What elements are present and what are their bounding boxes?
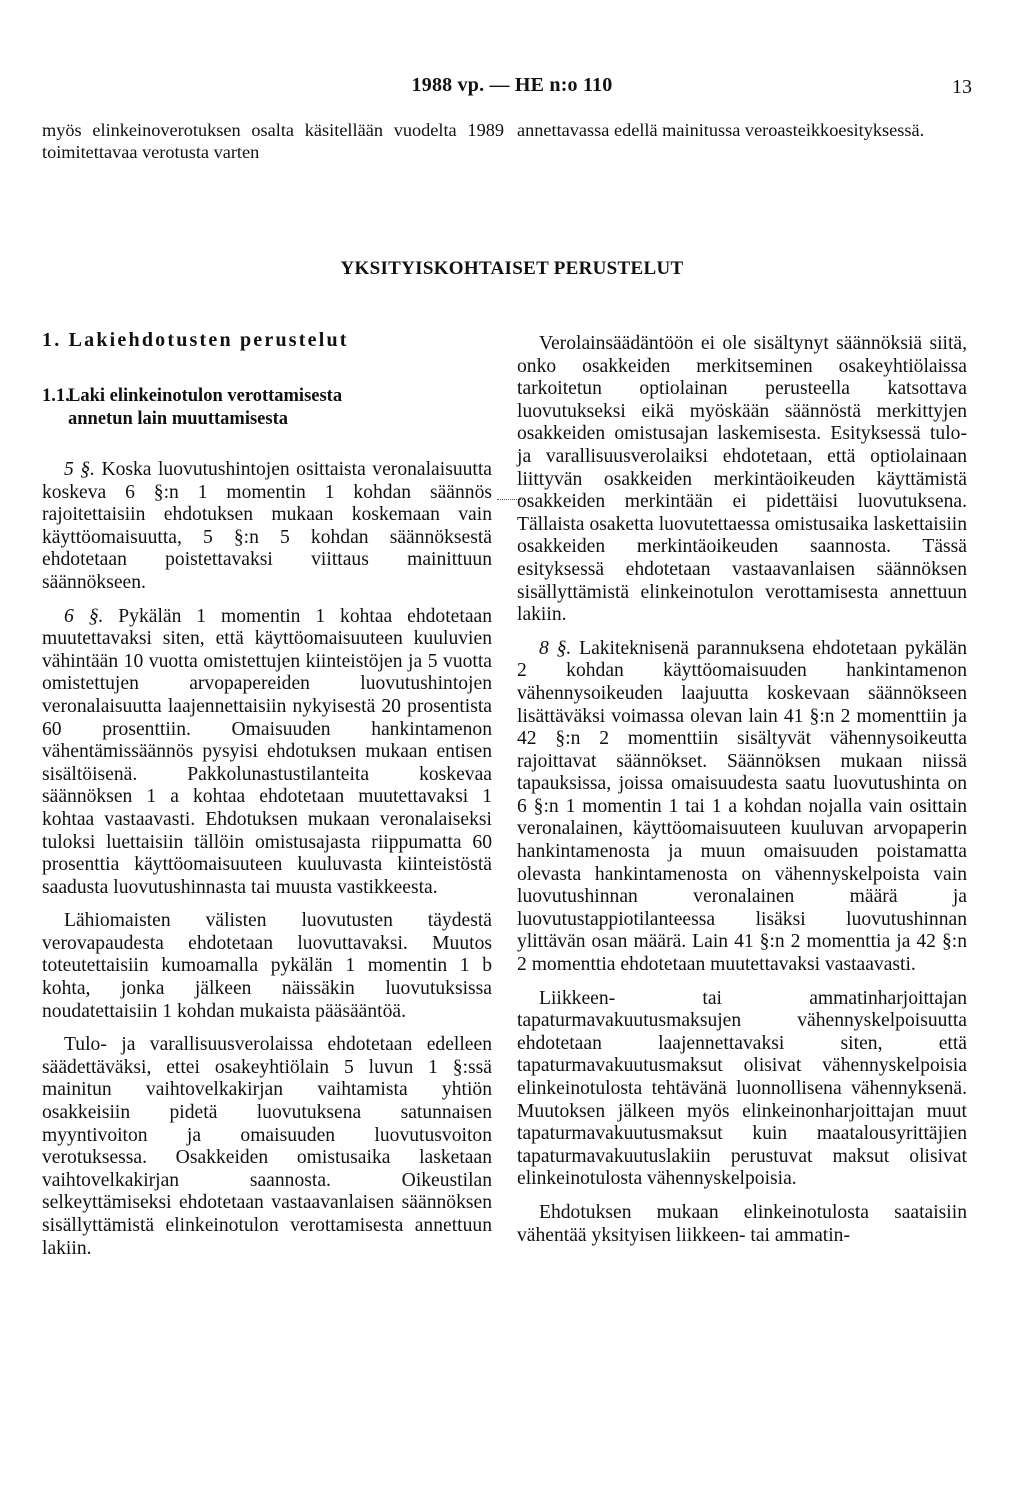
- paragraph: Liikkeen- tai ammatinharjoittajan tapaturmavakuutusmaksujen vähennyskelpoisuutta ehdotetaan laajennettavaksi siten, että tapaturmavakuutusmaksut olisivat vähennyskelpoisia elinkeinotulosta tehtävänä luonnollisena vähennyksenä. Muutoksen jälkeen myös elinkeinonharjoittajan muut tapaturmavakuutusmaksut kuin maatalousyrittäjien tapaturmavakuutuslakiin perustuvat maksut olisivat elinkeinotulosta vähennyskelpoisia.: [517, 987, 967, 1190]
- paragraph: Verolainsäädäntöön ei ole sisältynyt säännöksiä siitä, onko osakkeiden merkitseminen osakeyhtiölaissa tarkoitetun optiolainan perusteella katsottava luovutukseksi eikä myöskään säännöstä merkittyjen osakkeiden omistusajan laskemisesta. Esityksessä tulo- ja varallisuusverolaiksi ehdotetaan, että optiolainaan liittyvän osakkeiden merkintäoikeuden käyttämistä osakkeiden merkintään ei pidettäisi luovutuksena. Tällaista osaketta luovutettaessa omistusaika laskettaisiin osakkeiden merkintäoikeuden saannosta. Tässä esityksessä ehdotetaan vastaavanlaisen säännöksen sisällyttämistä elinkeinotulon verottamisesta annettuun lakiin.: [517, 333, 967, 626]
- subsection-heading: [42, 385, 502, 431]
- subsection-title-line1: Laki elinkeinotulon verottamisesta: [68, 386, 343, 406]
- paragraph: [517, 638, 967, 977]
- continuation-right: annettavassa edellä mainitussa veroasteikkoesityksessä.: [517, 120, 925, 140]
- subsection-title-line2: annetun lain muuttamisesta: [68, 409, 288, 429]
- continuation-left: myös elinkeinoverotuksen osalta käsitellään vuodelta 1989 toimitettavaa verotusta varten: [42, 120, 504, 162]
- subsection-number: 1.1.: [42, 386, 70, 406]
- paragraph-text: Koska luovutushintojen osittaista veronalaisuutta koskeva 6 §:n 1 momentin 1 kohdan säännös rajoitettaisiin ehdotuksen mukaan koskemaan vain käyttöomaisuutta, 5 §:n 5 kohdan säännöksestä ehdotetaan poistettavaksi viittaus mainittuun säännökseen.: [42, 459, 492, 593]
- section-mark: 5 §.: [64, 459, 95, 480]
- left-column: [42, 459, 492, 1271]
- paragraph-text: Pykälän 1 momentin 1 kohtaa ehdotetaan muutettavaksi siten, että käyttöomaisuuteen kuuluvien vähintään 10 vuotta omistettujen kiinteistöjen ja 5 vuotta omistettujen arvopapereiden luovutushintojen veronalaisuutta laajennettaisiin nykyisestä 20 prosentista 60 prosenttiin. Omaisuuden hankintamenon vähentämissäännös pysyisi ehdotuksen mukaan entisen sisältöisenä. Pakkolunastustilanteita koskevaa säännöksen 1 a kohtaa ehdotetaan muutettavaksi 1 kohtaa vastaavasti. Ehdotuksen mukaan veronalaiseksi tuloksi luettaisiin tällöin omistusajasta riippumatta 60 prosenttia käyttöomaisuuteen kuuluvasta kiinteistöstä saadusta luovutushinnasta tai muusta vastikkeesta.: [42, 605, 493, 898]
- page-number: 13: [952, 76, 972, 98]
- section-mark: 8 §.: [539, 637, 572, 659]
- paragraph: Tulo- ja varallisuusverolaissa ehdotetaan edelleen säädettäväksi, ettei osakeyhtiölain 5 luvun 1 §:ssä mainitun vaihtovelkakirjan vaihtamista yhtiön osakkeisiin pidetä luovutuksena satunnaisen myyntivoiton ja omaisuuden luovutusvoiton verotuksessa. Osakkeiden omistusaika lasketaan vaihtovelkakirjan saannosta. Oikeustilan selkeyttämiseksi ehdotetaan vastaavanlaisen säännöksen sisällyttämistä elinkeinotulon verottamisesta annettuun lakiin.: [42, 1034, 492, 1259]
- section-mark: 6 §.: [64, 605, 104, 627]
- paragraph: Ehdotuksen mukaan elinkeinotulosta saataisiin vähentää yksityisen liikkeen- tai ammatin-: [517, 1201, 967, 1246]
- page-header-title: 1988 vp. — HE n:o 110: [411, 74, 613, 96]
- paragraph: Lähiomaisten välisten luovutusten täydestä verovapaudesta ehdotetaan luovuttavaksi. Muutos toteutettaisiin kumoamalla pykälän 1 momentin 1 b kohta, jonka jälkeen näissäkin luovutuksissa noudatettaisiin 1 kohdan mukaista pääsääntöä.: [42, 910, 492, 1022]
- paragraph: [42, 459, 492, 595]
- right-column: [517, 333, 967, 1258]
- main-title: YKSITYISKOHTAISET PERUSTELUT: [340, 258, 684, 279]
- paragraph: [42, 606, 492, 900]
- paragraph-text: Lakiteknisenä parannuksena ehdotetaan pykälän 2 kohdan käyttöomaisuuden hankintamenon vähennysoikeuden laajuutta koskevaan säännökseen lisättäväksi voimassa olevan lain 41 §:n 2 momenttiin ja 42 §:n 2 momenttiin sisältyvät vähennysoikeutta rajoittavat säännökset. Säännöksen mukaan niissä tapauksissa, joissa omaisuudesta saatu luovutushinta on 6 §:n 1 momentin 1 tai 1 a kohdan nojalla vain osittain veronalainen, käyttöomaisuuteen kuuluvan arvopaperin hankintamenosta ja muun omaisuuden poistamatta olevasta hankintamenosta on vähennyskelpoista vain luovutushinnan veronalainen määrä ja luovutustappiotilanteessa lisäksi luovutushinnan ylittävän osan määrä. Lain 41 §:n 2 momenttia ja 42 §:n 2 momenttia ehdotetaan muutettavaksi vastaavasti.: [517, 637, 967, 976]
- section-heading: 1. Lakiehdotusten perustelut: [42, 329, 349, 351]
